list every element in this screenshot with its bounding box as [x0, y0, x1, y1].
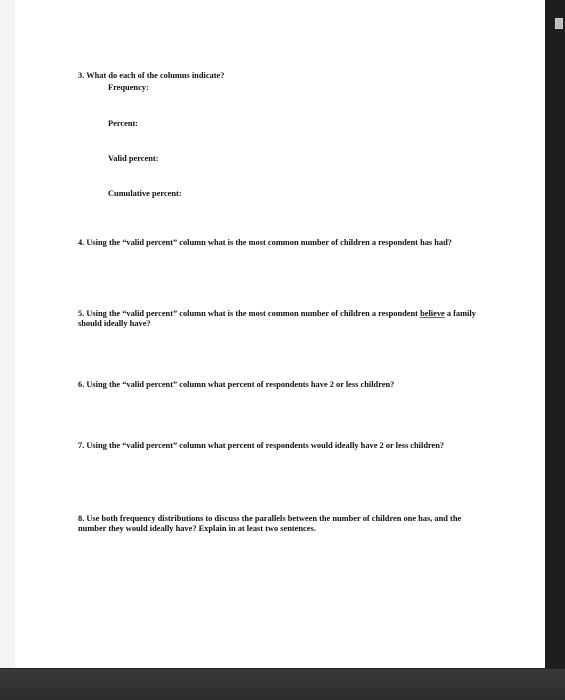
question-5-text-before: 5. Using the “valid percent” column what is the most common number of children a respondent — [78, 309, 421, 318]
q3-percent-label: Percent: — [108, 119, 139, 128]
left-margin-strip — [0, 0, 15, 668]
question-5 — [78, 309, 488, 329]
right-gutter — [545, 0, 565, 668]
bottom-toolbar — [0, 668, 565, 700]
question-7: 7. Using the “valid percent” column what percent of respondents would ideally have 2 or less children? — [78, 441, 445, 450]
document-page[interactable] — [15, 0, 545, 668]
question-8: 8. Use both frequency distributions to discuss the parallels between the number of children one has, and the number they would ideally have? Explain in at least two sentences. — [78, 514, 462, 533]
q3-cumulative-percent-label: Cumulative percent: — [108, 189, 182, 198]
question-5-text-after: a family should ideally have? — [78, 309, 476, 328]
question-4: 4. Using the “valid percent” column what is the most common number of children a respondent has had? — [78, 238, 452, 247]
question-6: 6. Using the “valid percent” column what percent of respondents have 2 or less children? — [78, 380, 395, 389]
spellcheck-flagged-word[interactable]: believe — [420, 309, 445, 318]
page-thumbnail-icon[interactable] — [555, 18, 563, 29]
q3-valid-percent-label: Valid percent: — [108, 154, 159, 163]
q3-frequency-label: Frequency: — [108, 83, 149, 92]
question-3: 3. What do each of the columns indicate? — [78, 71, 225, 80]
